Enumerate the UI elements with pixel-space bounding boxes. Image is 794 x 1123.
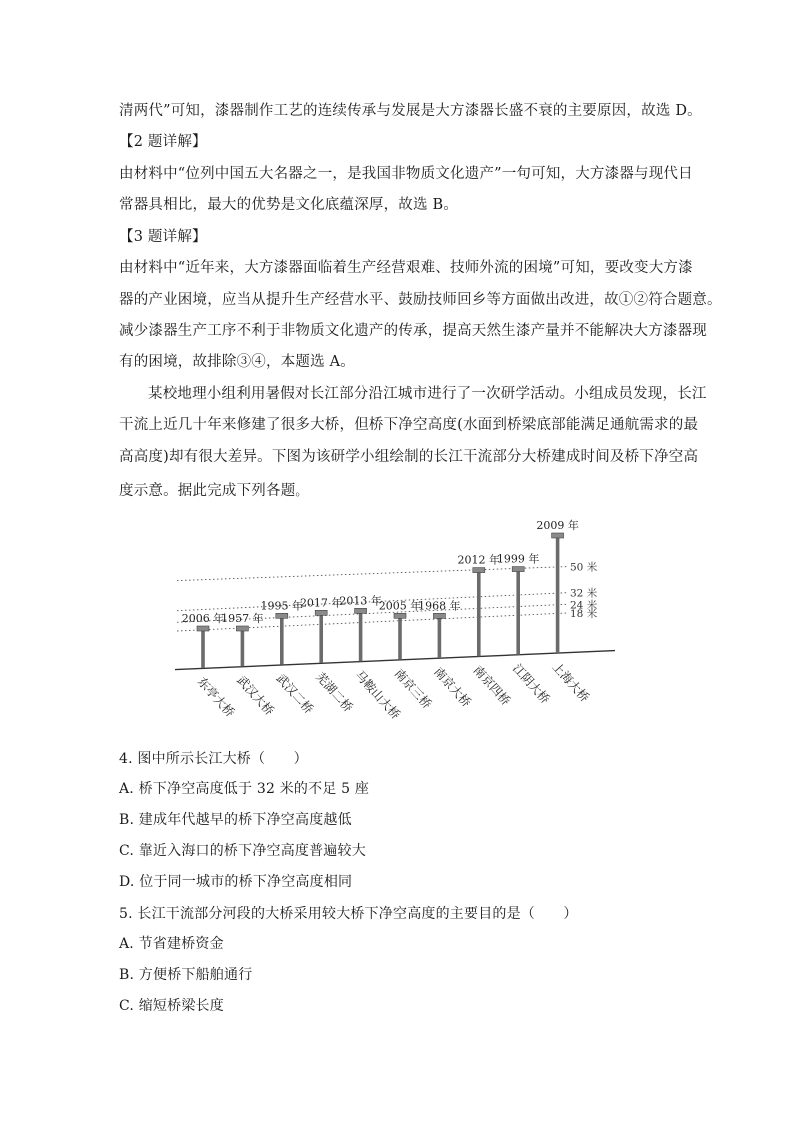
year-label-2: 1957 年 xyxy=(221,612,264,625)
category-label-3: 武汉二桥 xyxy=(273,671,317,717)
year-label-9: 1999 年 xyxy=(496,552,540,566)
year-label-10: 2009 年 xyxy=(536,519,579,532)
bar-3 xyxy=(280,616,284,664)
category-label-1: 东亭大桥 xyxy=(194,674,238,720)
reference-label-50: 50 米 xyxy=(570,561,598,574)
bar-cap-6 xyxy=(394,613,406,618)
year-label-3: 1995 年 xyxy=(260,599,304,613)
q5-option-a[interactable]: A. 节省建桥资金 xyxy=(119,936,224,952)
heading-question-3: 【3 题详解】 xyxy=(119,229,207,245)
bar-10 xyxy=(556,536,560,653)
bar-cap-1 xyxy=(197,626,209,631)
bar-5 xyxy=(359,611,363,661)
year-label-1: 2006 年 xyxy=(181,612,225,625)
bar-7 xyxy=(438,616,442,658)
reference-label-18: 18 米 xyxy=(570,608,598,620)
q4-option-a[interactable]: A. 桥下净空高度低于 32 米的不足 5 座 xyxy=(119,781,370,797)
bar-cap-10 xyxy=(552,533,564,538)
year-label-5: 2013 年 xyxy=(339,594,382,608)
category-label-8: 南京四桥 xyxy=(470,662,514,709)
bar-9 xyxy=(516,570,520,655)
year-label-6: 2005 年 xyxy=(378,599,422,613)
year-label-4: 2017 年 xyxy=(299,596,343,610)
bar-1 xyxy=(201,629,205,668)
reference-label-32: 32 米 xyxy=(570,587,598,600)
bar-cap-8 xyxy=(473,568,485,573)
category-label-6: 南京三桥 xyxy=(391,666,435,712)
q4-option-c[interactable]: C. 靠近入海口的桥下净空高度普遍较大 xyxy=(119,843,366,859)
bar-cap-9 xyxy=(512,567,524,572)
intro-line-2: 干流上近几十年来修建了很多大桥，但桥下净空高度(水面到桥梁底部能满足通航需求的最 xyxy=(119,417,699,433)
q5-option-b[interactable]: B. 方便桥下船舶通行 xyxy=(119,967,253,983)
q3-explanation-line-3: 减少漆器生产工序不利于非物质文化遗产的传承，提高天然生漆产量并不能解决大方漆器现 xyxy=(119,323,707,339)
intro-line-4 xyxy=(119,481,679,501)
category-label-7: 南京大桥 xyxy=(431,664,474,710)
q2-explanation-line-2: 常器具相比，最大的优势是文化底蕴深厚，故选 B。 xyxy=(119,197,459,213)
category-label-10: 上海大桥 xyxy=(549,659,592,705)
heading-question-2: 【2 题详解】 xyxy=(119,134,207,150)
bar-cap-2 xyxy=(236,626,248,631)
q4-stem: 4. 图中所示长江大桥（ ） xyxy=(119,751,308,767)
bar-cap-5 xyxy=(355,608,367,613)
category-label-9: 江阴大桥 xyxy=(509,661,553,707)
q2-explanation-line-1: 由材料中“位列中国五大名器之一，是我国非物质文化遗产”一句可知，大方漆器与现代日 xyxy=(119,166,693,182)
intro-line-1: 某校地理小组利用暑假对长江部分沿江城市进行了一次研学活动。小组成员发现，长江 xyxy=(148,386,707,402)
bar-4 xyxy=(319,613,323,663)
reference-line-50 xyxy=(177,567,567,581)
category-label-4: 芜湖二桥 xyxy=(312,669,356,715)
q3-explanation-line-1: 由材料中“近年来，大方漆器面临着生产经营艰难、技师外流的困境”可知，要改变大方漆 xyxy=(119,260,693,276)
year-label-8: 2012 年 xyxy=(457,553,501,567)
bar-6 xyxy=(398,616,402,659)
reference-label-24: 24 米 xyxy=(570,599,598,612)
bar-cap-3 xyxy=(276,613,288,618)
q4-option-d[interactable]: D. 位于同一城市的桥下净空高度相同 xyxy=(119,874,353,890)
bridge-clearance-chart xyxy=(175,510,635,750)
q3-explanation-line-4: 有的困境，故排除③④，本题选 A。 xyxy=(119,354,355,370)
bar-2 xyxy=(241,629,245,666)
category-label-5: 马鞍山大桥 xyxy=(352,667,403,722)
category-label-2: 武汉大桥 xyxy=(234,672,277,719)
year-label-7: 1968 年 xyxy=(418,599,461,613)
bar-cap-4 xyxy=(315,610,327,615)
bar-cap-7 xyxy=(433,613,445,618)
q4-option-b[interactable]: B. 建成年代越早的桥下净空高度越低 xyxy=(119,812,352,828)
bar-8 xyxy=(477,571,481,657)
q5-option-c[interactable]: C. 缩短桥梁长度 xyxy=(119,998,224,1014)
intro-line-3: 高高度)却有很大差异。下图为该研学小组绘制的长江干流部分大桥建成时间及桥下净空高 xyxy=(119,449,699,465)
q5-stem: 5. 长江干流部分河段的大桥采用较大桥下净空高度的主要目的是（ ） xyxy=(119,906,578,922)
intro-line-4-text: 度示意。据此完成下列各题 xyxy=(119,483,296,499)
intro-line-4-end: 。 xyxy=(295,484,308,498)
q3-explanation-line-2: 器的产业困境，应当从提升生产经营水平、鼓励技师回乡等方面做出改进，故①②符合题意。 xyxy=(119,292,722,308)
answer-line-1: 清两代”可知，漆器制作工艺的连续传承与发展是大方漆器长盛不衰的主要原因，故选 D。 xyxy=(119,103,702,119)
